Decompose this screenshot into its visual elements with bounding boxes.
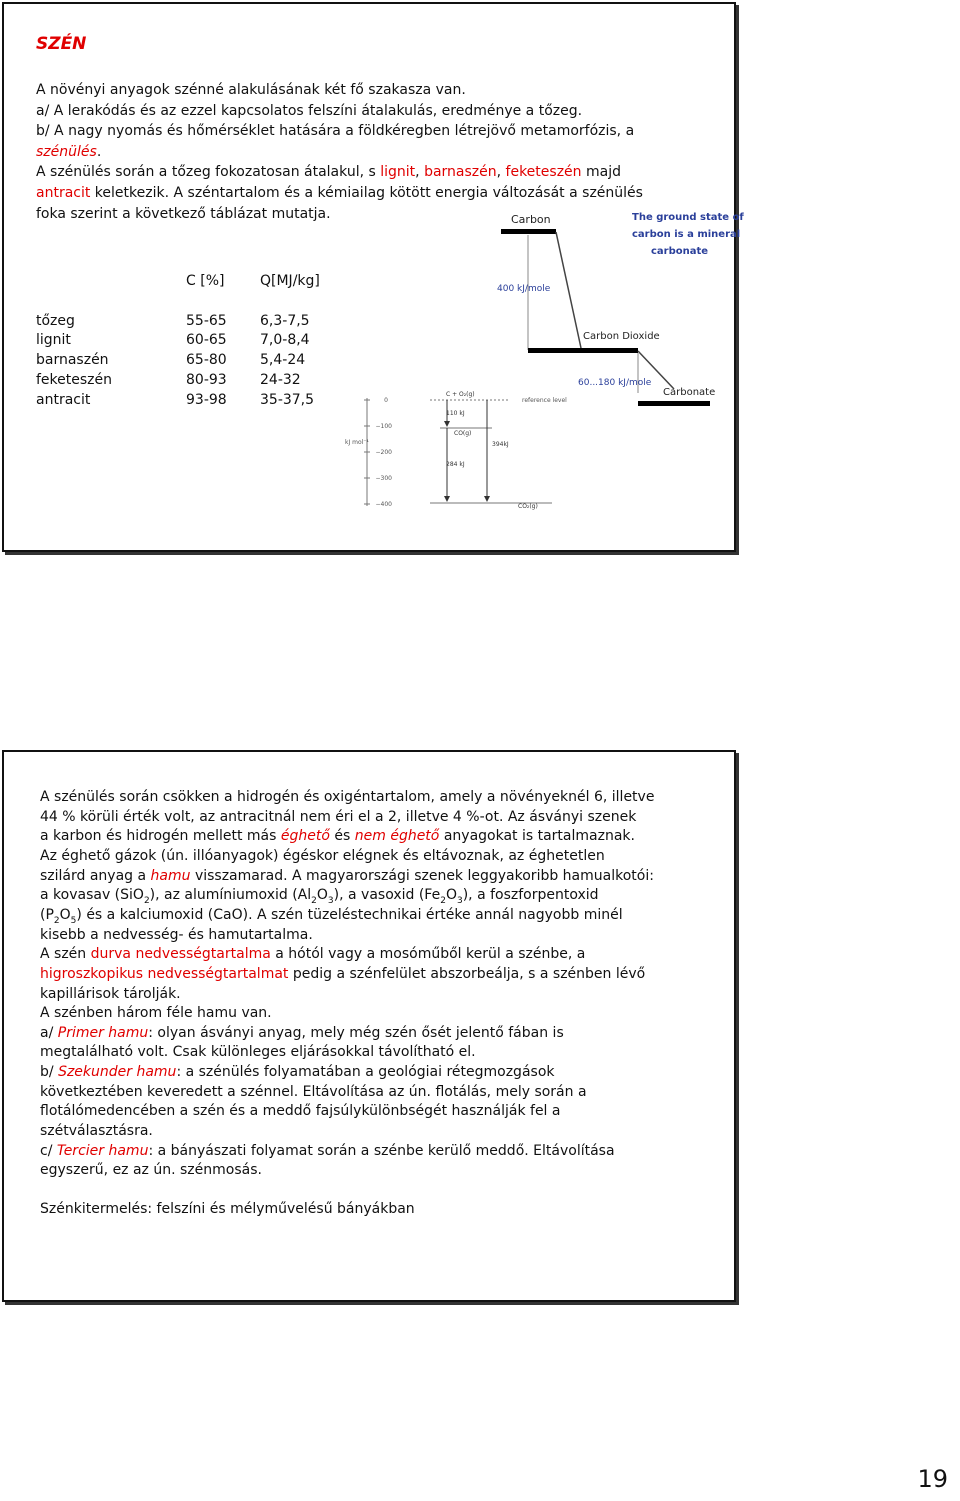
text-line [40, 867, 720, 887]
text-fragment: , [415, 164, 425, 181]
label-co: CO(g) [454, 430, 472, 437]
label-carbon-dioxide: Carbon Dioxide [583, 331, 660, 342]
text-line-oxides-2: $(P_2O_5)$ és a kalciumoxid (CaO). A szén tüzeléstechnikai értéke annál nagyobb minél [40, 906, 623, 926]
text-fragment: . [96, 143, 102, 160]
table-row [36, 331, 320, 351]
label-reference-level: reference level [522, 397, 567, 404]
label-394kj: 394kJ [492, 441, 509, 448]
arrow-head [444, 496, 450, 502]
text-fragment: : a szénülés folyamatában a geológiai rétegmozgások [176, 1064, 555, 1081]
carbonate-level [638, 401, 710, 406]
table-cell: 5,4-24 [260, 352, 306, 369]
term-barnaszen: barnaszén [424, 164, 497, 181]
table-cell: 7,0-8,4 [260, 332, 310, 349]
slide-2 [2, 750, 736, 1302]
tick-label: 0 [384, 397, 388, 404]
text-fragment: a karbon és hidrogén mellett más [40, 828, 281, 845]
text-fragment: b/ [40, 1064, 59, 1081]
slide-title: SZÉN [36, 34, 87, 54]
text-fragment: : a bányászati folyamat során a szénbe kerülő meddő. Eltávolítása [148, 1142, 615, 1159]
carbon-level [501, 229, 556, 234]
table-row [36, 312, 320, 332]
text-line [40, 827, 720, 847]
caption-line-2: carbon is a mineral [632, 229, 741, 240]
table-row [36, 391, 320, 411]
label-co2: CO₂(g) [518, 503, 538, 510]
term-hamu: hamu [150, 867, 191, 884]
text-line: szétválasztásra. [40, 1123, 153, 1140]
label-c-o2: C + O₂(g) [446, 391, 475, 398]
term-lignit: lignit [380, 164, 416, 181]
text-line: megtalálható volt. Csak különleges eljárásokkal távolítható el. [40, 1044, 476, 1061]
text-line: A szénben három féle hamu van. [40, 1005, 272, 1022]
arrow-head [444, 421, 450, 427]
label-284kj: 284 kJ [446, 461, 465, 468]
text-line [40, 1024, 720, 1044]
intro-line-1: A növényi anyagok szénné alakulásának két fő szakasza van. [36, 82, 466, 98]
text-fragment: A szénülés során a tőzeg fokozatosan átalakul, s [36, 164, 381, 181]
table-cell: 24-32 [260, 371, 301, 388]
term-nem-eghető: nem éghető [354, 828, 440, 845]
table-header-row [36, 272, 320, 292]
table-cell: 60-65 [186, 332, 227, 349]
term-eghető: éghető [280, 828, 330, 845]
table-cell: 35-37,5 [260, 391, 315, 408]
text-fragment: A szén [40, 946, 91, 963]
term-feketeszen: feketeszén [505, 164, 582, 181]
table-cell: 93-98 [186, 391, 227, 408]
intro-line-3: b/ A nagy nyomás és hőmérséklet hatására a földkéregben létrejövő metamorfózis, a [36, 123, 635, 140]
tick-label: −200 [375, 449, 392, 456]
text-line: kisebb a nedvesség- és hamutartalma. [40, 926, 313, 943]
energy-label-1: 400 kJ/mole [497, 284, 551, 294]
table-spacer [36, 292, 320, 312]
text-fragment: keletkezik. A széntartalom és a kémiailag kötött energia változását a szénülés [90, 185, 643, 201]
table-cell: 65-80 [186, 352, 227, 369]
text-fragment: a/ [40, 1024, 58, 1041]
text-line: Az éghető gázok (ún. illóanyagok) égéskor elégnek és eltávoznak, az éghetetlen [40, 847, 605, 864]
term-tercier-hamu: Tercier hamu [56, 1142, 149, 1159]
table-cell: lignit [36, 332, 71, 349]
text-fragment: , [496, 164, 506, 181]
caption-line-3: carbonate [651, 246, 709, 257]
intro-line-2: a/ A lerakódás és az ezzel kapcsolatos felszíni átalakulás, eredménye a tőzeg. [36, 102, 583, 119]
arrow-head [484, 496, 490, 502]
table-header-cell: Q[MJ/kg] [260, 273, 320, 289]
table-row [36, 371, 320, 391]
y-axis-label: kJ mol⁻¹ [345, 439, 369, 446]
term-durva-nedvesseg: durva nedvességtartalma [90, 946, 271, 963]
table-cell: barnaszén [36, 352, 109, 369]
term-higroszkopikus: higroszkopikus nedvességtartalmat [40, 965, 289, 982]
label-carbonate: Carbonate [663, 387, 716, 398]
table-header-cell: C [%] [186, 273, 225, 289]
caption-line-1: The ground state of [632, 212, 744, 223]
text-fragment: : olyan ásványi anyag, mely még szén ősét jelentő fában is [148, 1024, 564, 1041]
text-line [40, 1063, 720, 1083]
tick-label: −400 [375, 501, 392, 508]
text-line [40, 1142, 720, 1162]
intro-line-5 [36, 162, 726, 183]
text-line-mining: Szénkitermelés: felszíni és mélyművelésű bányákban [40, 1201, 415, 1217]
text-line [40, 945, 720, 965]
text-fragment: és [329, 828, 355, 845]
intro-line-6 [36, 183, 726, 204]
energy-label-2: 60...180 kJ/mole [578, 378, 652, 388]
text-fragment: anyagokat is tartalmaznak. [439, 828, 635, 845]
intro-line-4 [36, 142, 726, 163]
text-line: A szénülés során csökken a hidrogén és oxigéntartalom, amely a növényeknél 6, illetve [40, 789, 655, 805]
table-cell: tőzeg [36, 312, 75, 329]
table-cell: antracit [36, 391, 91, 408]
text-fragment: szilárd anyag a [40, 867, 151, 884]
enthalpy-diagram [342, 382, 566, 514]
label-carbon: Carbon [511, 213, 551, 226]
page-number: 19 [917, 1465, 948, 1493]
term-antracit: antracit [36, 185, 91, 201]
coal-grade-table [36, 272, 320, 410]
text-fragment: a hótól vagy a mosóműből kerül a szénbe, a [270, 946, 586, 963]
text-line: következtében keveredett a szénnel. Eltávolítása az ún. flotálás, mely során a [40, 1083, 587, 1100]
table-cell: 55-65 [186, 312, 227, 329]
text-line: kapillárisok tárolják. [40, 985, 181, 1002]
tick-label: −100 [375, 423, 392, 430]
co2-level [528, 348, 638, 353]
table-row [36, 351, 320, 371]
table-cell: 6,3-7,5 [260, 312, 310, 329]
text-fragment: visszamarad. A magyarországi szenek leggyakoribb hamualkotói: [190, 867, 654, 884]
text-line [40, 965, 720, 985]
text-line: flotálómedencében a szén és a meddő fajsúlykülönbségét használják fel a [40, 1103, 561, 1120]
text-line: 44 % körüli érték volt, az antracitnál nem éri el a 2, illetve 4 %-ot. Az ásványi szenek [40, 808, 637, 825]
table-cell: 80-93 [186, 371, 227, 388]
text-fragment: majd [581, 164, 621, 181]
term-szekunder-hamu: Szekunder hamu [58, 1064, 177, 1081]
connector-line [556, 232, 581, 348]
table-header-cell [36, 272, 186, 292]
text-line: egyszerű, ez az ún. szénmosás. [40, 1162, 262, 1179]
text-fragment: pedig a szénfelület abszorbeálja, s a szénben lévő [288, 965, 646, 982]
text-line-oxides: a kovasav (SiO$_2$), az alumíniumoxid $(Al_2O_3)$, a vasoxid $(Fe_2O_3)$, a foszforpentoxid [40, 887, 599, 907]
text-fragment: c/ [40, 1142, 57, 1159]
term-szenules: szénülés [36, 143, 97, 160]
table-cell: feketeszén [36, 371, 112, 388]
term-primer-hamu: Primer hamu [57, 1024, 149, 1041]
tick-label: −300 [375, 475, 392, 482]
slide-1 [2, 2, 744, 552]
intro-line-7: foka szerint a következő táblázat mutatja. [36, 205, 331, 222]
label-110kj: 110 kJ [446, 410, 465, 417]
